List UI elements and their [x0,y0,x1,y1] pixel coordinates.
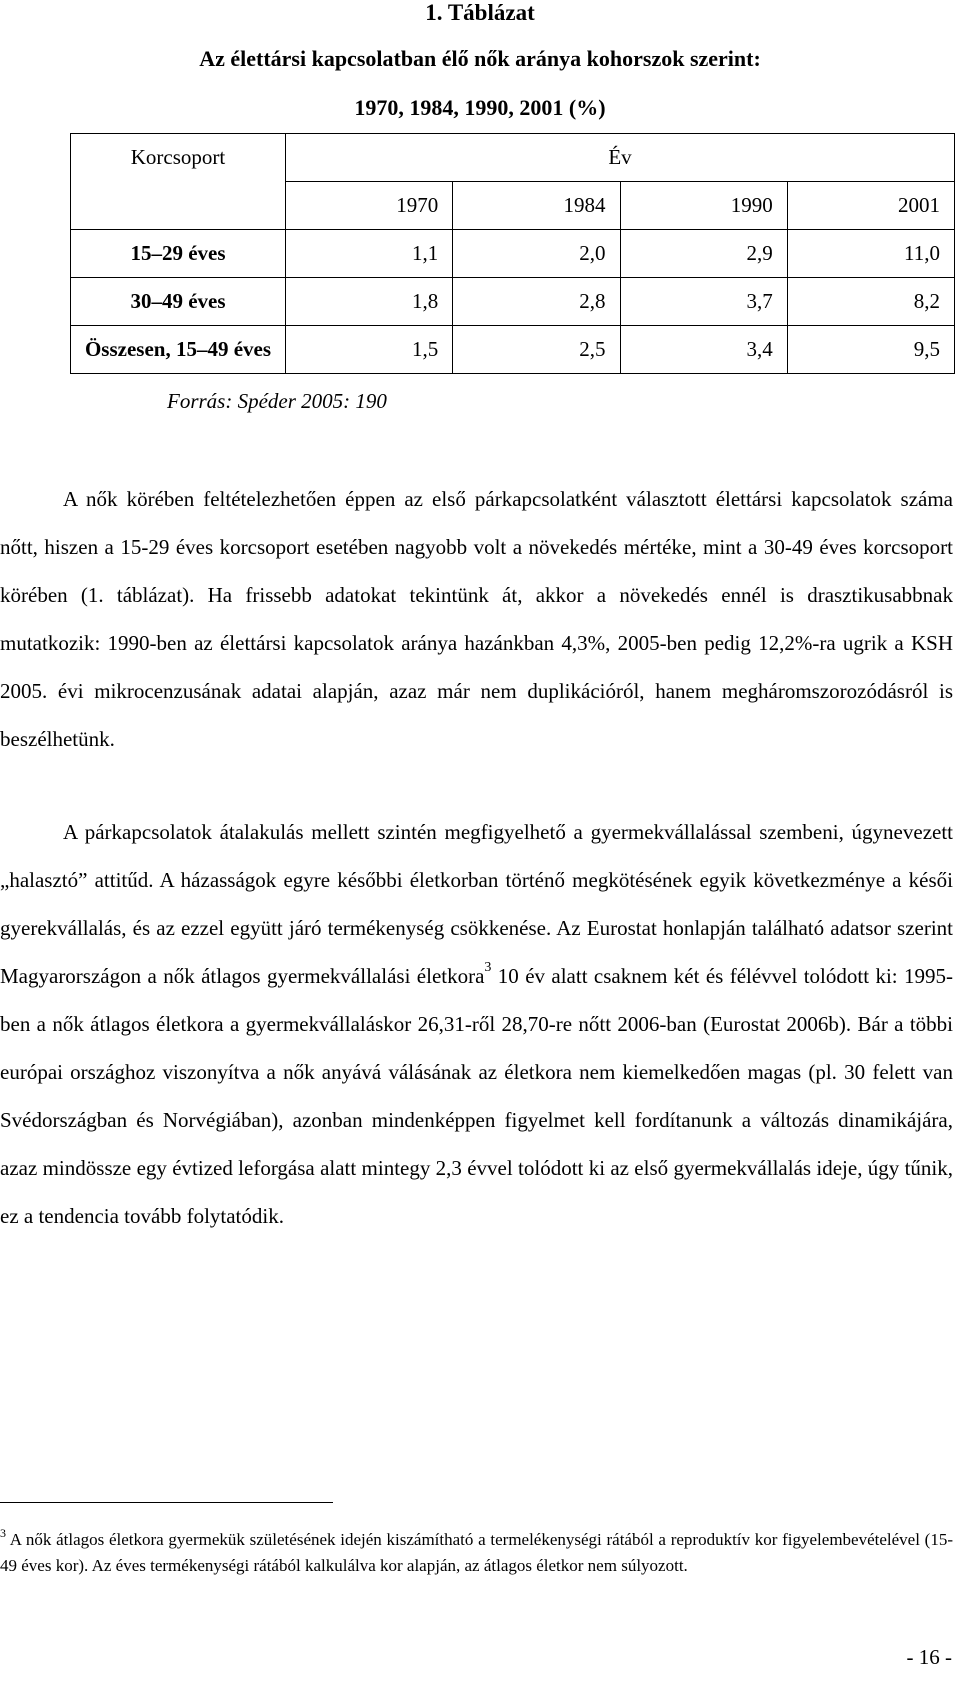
header-age-group: Korcsoport [71,134,286,182]
value-cell: 11,0 [787,230,954,278]
value-cell: 3,4 [620,326,787,374]
value-cell: 1,1 [286,230,453,278]
value-cell: 8,2 [787,278,954,326]
table-caption-line-1: Az élettársi kapcsolatban élő nők aránya kohorszok szerint: [199,46,761,71]
value-cell: 1,8 [286,278,453,326]
year-cell: 1970 [286,182,453,230]
table-row [71,230,955,278]
year-cell: 2001 [787,182,954,230]
paragraph-2-text-b: 10 év alatt csaknem két és félévvel tolódott ki: 1995-ben a nők átlagos életkora a gyermekvállaláskor 26,31-ről 28,70-re nőtt 2006-ban (Eurostat 2006b). Bár a többi európai országhoz viszonyítva a nők anyává válásának az életkora nem kiemelkedően magas (pl. 30 felett van Svédországban és Norvégiában), azonban mindenképpen figyelmet kell fordítanunk a változás dinamikájára, azaz mindössze egy évtized leforgása alatt mintegy 2,3 évvel tolódott ki az első gyermekvállalás ideje, úgy tűnik, ez a tendencia tovább folytatódik. [0,964,953,1228]
value-cell: 2,5 [453,326,620,374]
value-cell: 2,8 [453,278,620,326]
data-table [70,133,955,374]
page-number: - 16 - [906,1645,952,1669]
table-row [71,326,955,374]
paragraph-1-text: A nők körében feltételezhetően éppen az első párkapcsolatként választott élettársi kapcsolatok száma nőtt, hiszen a 15-29 éves korcsoport esetében nagyobb volt a növekedés mértéke, mint a 30-49 éves korcsoport körében (1. táblázat). Ha frissebb adatokat tekintünk át, akkor a növekedés ennél is drasztikusabbnak mutatkozik: 1990-ben az élettársi kapcsolatok aránya hazánkban 4,3%, 2005-ben pedig 12,2%-ra ugrik a KSH 2005. évi mikrocenzusának adatai alapján, azaz már nem duplikációról, hanem megháromszorozódásról is beszélhetünk. [0,487,953,751]
footnote-reference: 3 [484,960,492,975]
table-years-row [71,182,955,230]
header-year: Év [286,134,955,182]
footnote-divider [0,1502,333,1503]
table-caption-line-2: 1970, 1984, 1990, 2001 (%) [354,95,606,120]
value-cell: 3,7 [620,278,787,326]
year-cell: 1990 [620,182,787,230]
paragraph-1 [0,475,953,763]
value-cell: 1,5 [286,326,453,374]
row-label: Összesen, 15–49 éves [71,326,286,374]
footnote-text: A nők átlagos életkora gyermekük születésének idején kiszámítható a termelékenységi rátából a reproduktív kor figyelembevételével (15-49 éves kor). Az éves termékenységi rátából kalkulálva kor alapján, az átlagos életkor nem súlyozott. [0,1530,953,1575]
table-source: Forrás: Spéder 2005: 190 [167,389,387,413]
value-cell: 9,5 [787,326,954,374]
footnote-marker: 3 [0,1526,6,1540]
paragraph-2 [0,808,953,1240]
row-label: 30–49 éves [71,278,286,326]
value-cell: 2,9 [620,230,787,278]
table-header-row [71,134,955,182]
year-cell: 1984 [453,182,620,230]
table-row [71,278,955,326]
paragraph-2-text-a: A párkapcsolatok átalakulás mellett szintén megfigyelhető a gyermekvállalással szembeni, úgynevezett „halasztó” attitűd. A házasságok egyre későbbi életkorban történő megkötésének egyik következménye a késői gyerekvállalás, és az ezzel együtt járó termékenység csökkenése. Az Eurostat honlapján található adatsor szerint Magyarországon a nők átlagos gyermekvállalási életkora [0,820,953,988]
header-empty-cell [71,182,286,230]
footnote [0,1527,953,1579]
value-cell: 2,0 [453,230,620,278]
table-title: 1. Táblázat [425,0,535,25]
row-label: 15–29 éves [71,230,286,278]
